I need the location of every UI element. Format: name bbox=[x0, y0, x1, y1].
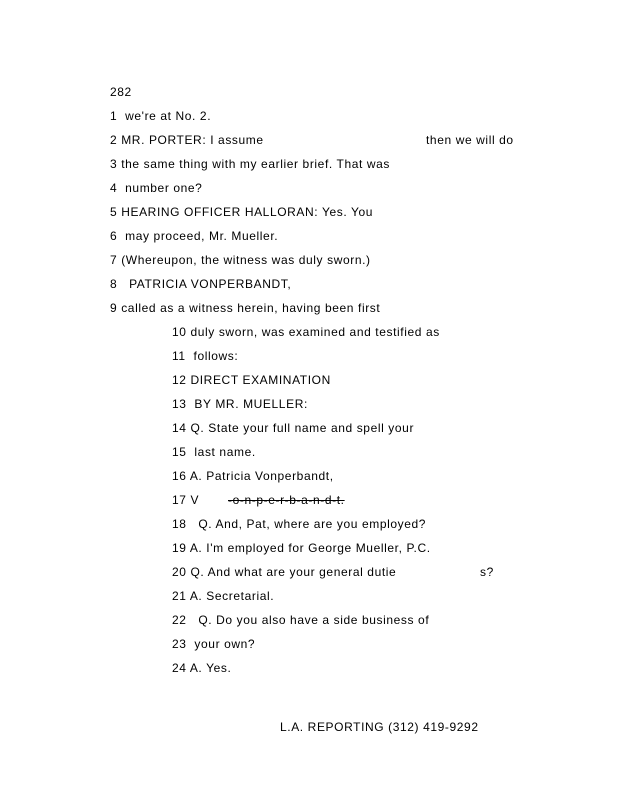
transcript-line-4: 4 number one? bbox=[110, 181, 203, 195]
transcript-line-14: 14 Q. State your full name and spell your bbox=[172, 421, 415, 435]
transcript-line-19: 19 A. I'm employed for George Mueller, P.C. bbox=[172, 541, 431, 555]
transcript-line-12: 12 DIRECT EXAMINATION bbox=[172, 373, 331, 387]
transcript-line-17-tail: -o-n-p-e-r-b-a-n-d-t. bbox=[228, 493, 345, 507]
transcript-line-22: 22 Q. Do you also have a side business of bbox=[172, 613, 430, 627]
transcript-line-2: 2 MR. PORTER: I assume bbox=[110, 133, 264, 147]
transcript-line-9: 9 called as a witness herein, having been first bbox=[110, 301, 381, 315]
transcript-line-16: 16 A. Patricia Vonperbandt, bbox=[172, 469, 334, 483]
transcript-line-15: 15 last name. bbox=[172, 445, 256, 459]
transcript-line-17: 17 V bbox=[172, 493, 200, 507]
transcript-line-1: 1 we're at No. 2. bbox=[110, 109, 212, 123]
transcript-line-11: 11 follows: bbox=[172, 349, 239, 363]
transcript-line-3: 3 the same thing with my earlier brief. That was bbox=[110, 157, 391, 171]
transcript-line-5: 5 HEARING OFFICER HALLORAN: Yes. You bbox=[110, 205, 374, 219]
transcript-line-21: 21 A. Secretarial. bbox=[172, 589, 275, 603]
transcript-line-23: 23 your own? bbox=[172, 637, 256, 651]
transcript-line-24: 24 A. Yes. bbox=[172, 661, 232, 675]
transcript-line-20-tail: s? bbox=[480, 565, 494, 579]
transcript-line-18: 18 Q. And, Pat, where are you employed? bbox=[172, 517, 427, 531]
transcript-line-10: 10 duly sworn, was examined and testified as bbox=[172, 325, 440, 339]
transcript-line-6: 6 may proceed, Mr. Mueller. bbox=[110, 229, 279, 243]
transcript-line-13: 13 BY MR. MUELLER: bbox=[172, 397, 308, 411]
page-number: 282 bbox=[110, 85, 132, 99]
transcript-line-20: 20 Q. And what are your general dutie bbox=[172, 565, 397, 579]
transcript-line-7: 7 (Whereupon, the witness was duly sworn.) bbox=[110, 253, 371, 267]
transcript-line-8: 8 PATRICIA VONPERBANDT, bbox=[110, 277, 292, 291]
transcript-line-2-tail: then we will do bbox=[426, 133, 514, 147]
reporter-footer: L.A. REPORTING (312) 419-9292 bbox=[280, 720, 479, 734]
